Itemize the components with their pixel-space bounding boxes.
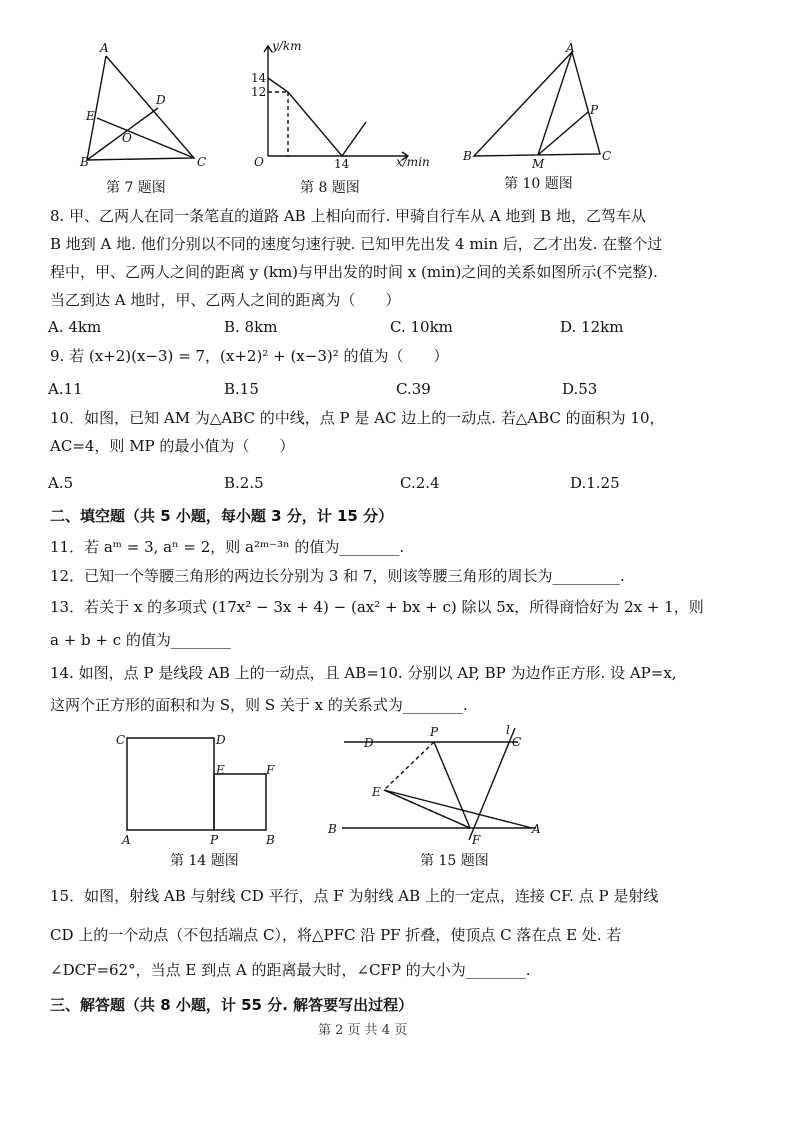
figure-8-caption: 第 8 题图 [300, 180, 360, 196]
fig7-label-B: B [80, 155, 89, 169]
figure-15-diagram [320, 722, 550, 852]
q8-option-b: B. 8km [224, 318, 278, 336]
q11-text: 11．若 aᵐ = 3, aⁿ = 2，则 a²ᵐ⁻³ⁿ 的值为________. [50, 538, 405, 556]
q8-line-1: 8. 甲、乙两人在同一条笔直的道路 AB 上相向而行. 甲骑自行车从 A 地到 B 地，乙驾车从 [50, 207, 646, 225]
q14-line-1: 14. 如图，点 P 是线段 AB 上的一动点，且 AB=10. 分别以 AP, BP 为边作正方形. 设 AP=x, [50, 664, 677, 682]
q14-line-2: 这两个正方形的面积和为 S，则 S 关于 x 的关系式为________. [50, 696, 468, 714]
fig10-label-B: B [463, 149, 472, 163]
figure-7-diagram [70, 40, 230, 180]
page-footer: 第 2 页 共 4 页 [318, 1023, 408, 1038]
fig10-label-A: A [566, 41, 575, 55]
q15-line-1: 15．如图，射线 AB 与射线 CD 平行，点 F 为射线 AB 上的一定点，连接 CF. 点 P 是射线 [50, 887, 659, 905]
fig8-origin-label: O [254, 155, 264, 169]
fig7-label-E: E [86, 109, 95, 123]
section-2-heading: 二、填空题（共 5 小题，每小题 3 分，计 15 分） [50, 507, 394, 525]
fig14-label-B: B [266, 833, 275, 847]
fig8-tick-x14: 14 [334, 157, 350, 171]
fig8-y-axis-label: y/km [272, 39, 302, 53]
figure-8-graph [248, 40, 438, 180]
q8-option-d: D. 12km [560, 318, 624, 336]
fig14-label-P: P [210, 833, 219, 847]
fig15-label-E: E [372, 785, 381, 799]
fig8-x-axis-label: x/min [396, 155, 430, 169]
fig15-label-A: A [532, 822, 541, 836]
fig15-label-D: D [364, 736, 374, 750]
figure-14-caption: 第 14 题图 [170, 853, 239, 869]
q13-line-1: 13．若关于 x 的多项式 (17x² − 3x + 4) − (ax² + bx + c) 除以 5x，所得商恰好为 2x + 1，则 [50, 598, 704, 616]
q15-line-3: ∠DCF=62°，当点 E 到点 A 的距离最大时，∠CFP 的大小为________. [50, 961, 531, 979]
q10-line-1: 10．如图，已知 AM 为△ABC 的中线，点 P 是 AC 边上的一动点. 若△ABC 的面积为 10， [50, 409, 665, 427]
q8-line-4: 当乙到达 A 地时，甲、乙两人之间的距离为（ ） [50, 291, 401, 309]
q8-line-2: B 地到 A 地. 他们分别以不同的速度匀速行驶. 已知甲先出发 4 min 后，乙才出发. 在整个过 [50, 235, 663, 253]
fig15-label-B: B [328, 822, 337, 836]
q9-line-1: 9. 若 (x+2)(x−3) = 7，(x+2)² + (x−3)² 的值为（ ） [50, 347, 449, 365]
q10-option-d: D.1.25 [570, 474, 620, 492]
q10-option-a: A.5 [48, 474, 74, 492]
q8-line-3: 程中，甲、乙两人之间的距离 y (km)与甲出发的时间 x (min)之间的关系如图所示(不完整). [50, 263, 658, 281]
fig7-label-D: D [156, 93, 166, 107]
q13-line-2: a + b + c 的值为________ [50, 631, 231, 649]
q10-option-b: B.2.5 [224, 474, 264, 492]
section-3-heading: 三、解答题（共 8 小题，计 55 分. 解答要写出过程） [50, 996, 414, 1014]
figure-10-diagram [460, 40, 630, 175]
figure-15-caption: 第 15 题图 [420, 853, 489, 869]
fig10-label-P: P [590, 103, 599, 117]
q8-option-c: C. 10km [390, 318, 453, 336]
q12-text: 12．已知一个等腰三角形的两边长分别为 3 和 7，则该等腰三角形的周长为_________. [50, 567, 625, 585]
figure-10-caption: 第 10 题图 [504, 176, 573, 192]
figure-7-caption: 第 7 题图 [106, 180, 166, 196]
fig15-label-C: C [512, 735, 522, 749]
q10-option-c: C.2.4 [400, 474, 440, 492]
fig15-label-F: F [472, 833, 481, 847]
figure-14-diagram [110, 728, 290, 848]
fig7-label-O: O [122, 131, 132, 145]
q15-line-2: CD 上的一个动点（不包括端点 C），将△PFC 沿 PF 折叠，使顶点 C 落在点 E 处. 若 [50, 926, 622, 944]
fig15-label-P: P [430, 725, 439, 739]
fig7-label-A: A [100, 41, 109, 55]
q9-option-c: C.39 [396, 380, 431, 398]
q9-option-d: D.53 [562, 380, 598, 398]
fig14-label-A: A [122, 833, 131, 847]
fig10-label-M: M [532, 157, 545, 171]
fig14-label-E: E [216, 763, 225, 777]
fig14-label-C: C [116, 733, 126, 747]
fig8-tick-12: 12 [251, 85, 267, 99]
fig7-label-C: C [197, 155, 207, 169]
q9-option-a: A.11 [48, 380, 83, 398]
fig15-label-l: l [506, 723, 510, 737]
q10-line-2: AC=4，则 MP 的最小值为（ ） [50, 437, 295, 455]
q8-option-a: A. 4km [48, 318, 102, 336]
fig14-label-D: D [216, 733, 226, 747]
fig10-label-C: C [602, 149, 612, 163]
fig8-tick-14: 14 [251, 71, 267, 85]
fig14-label-F: F [266, 763, 275, 777]
q9-option-b: B.15 [224, 380, 259, 398]
